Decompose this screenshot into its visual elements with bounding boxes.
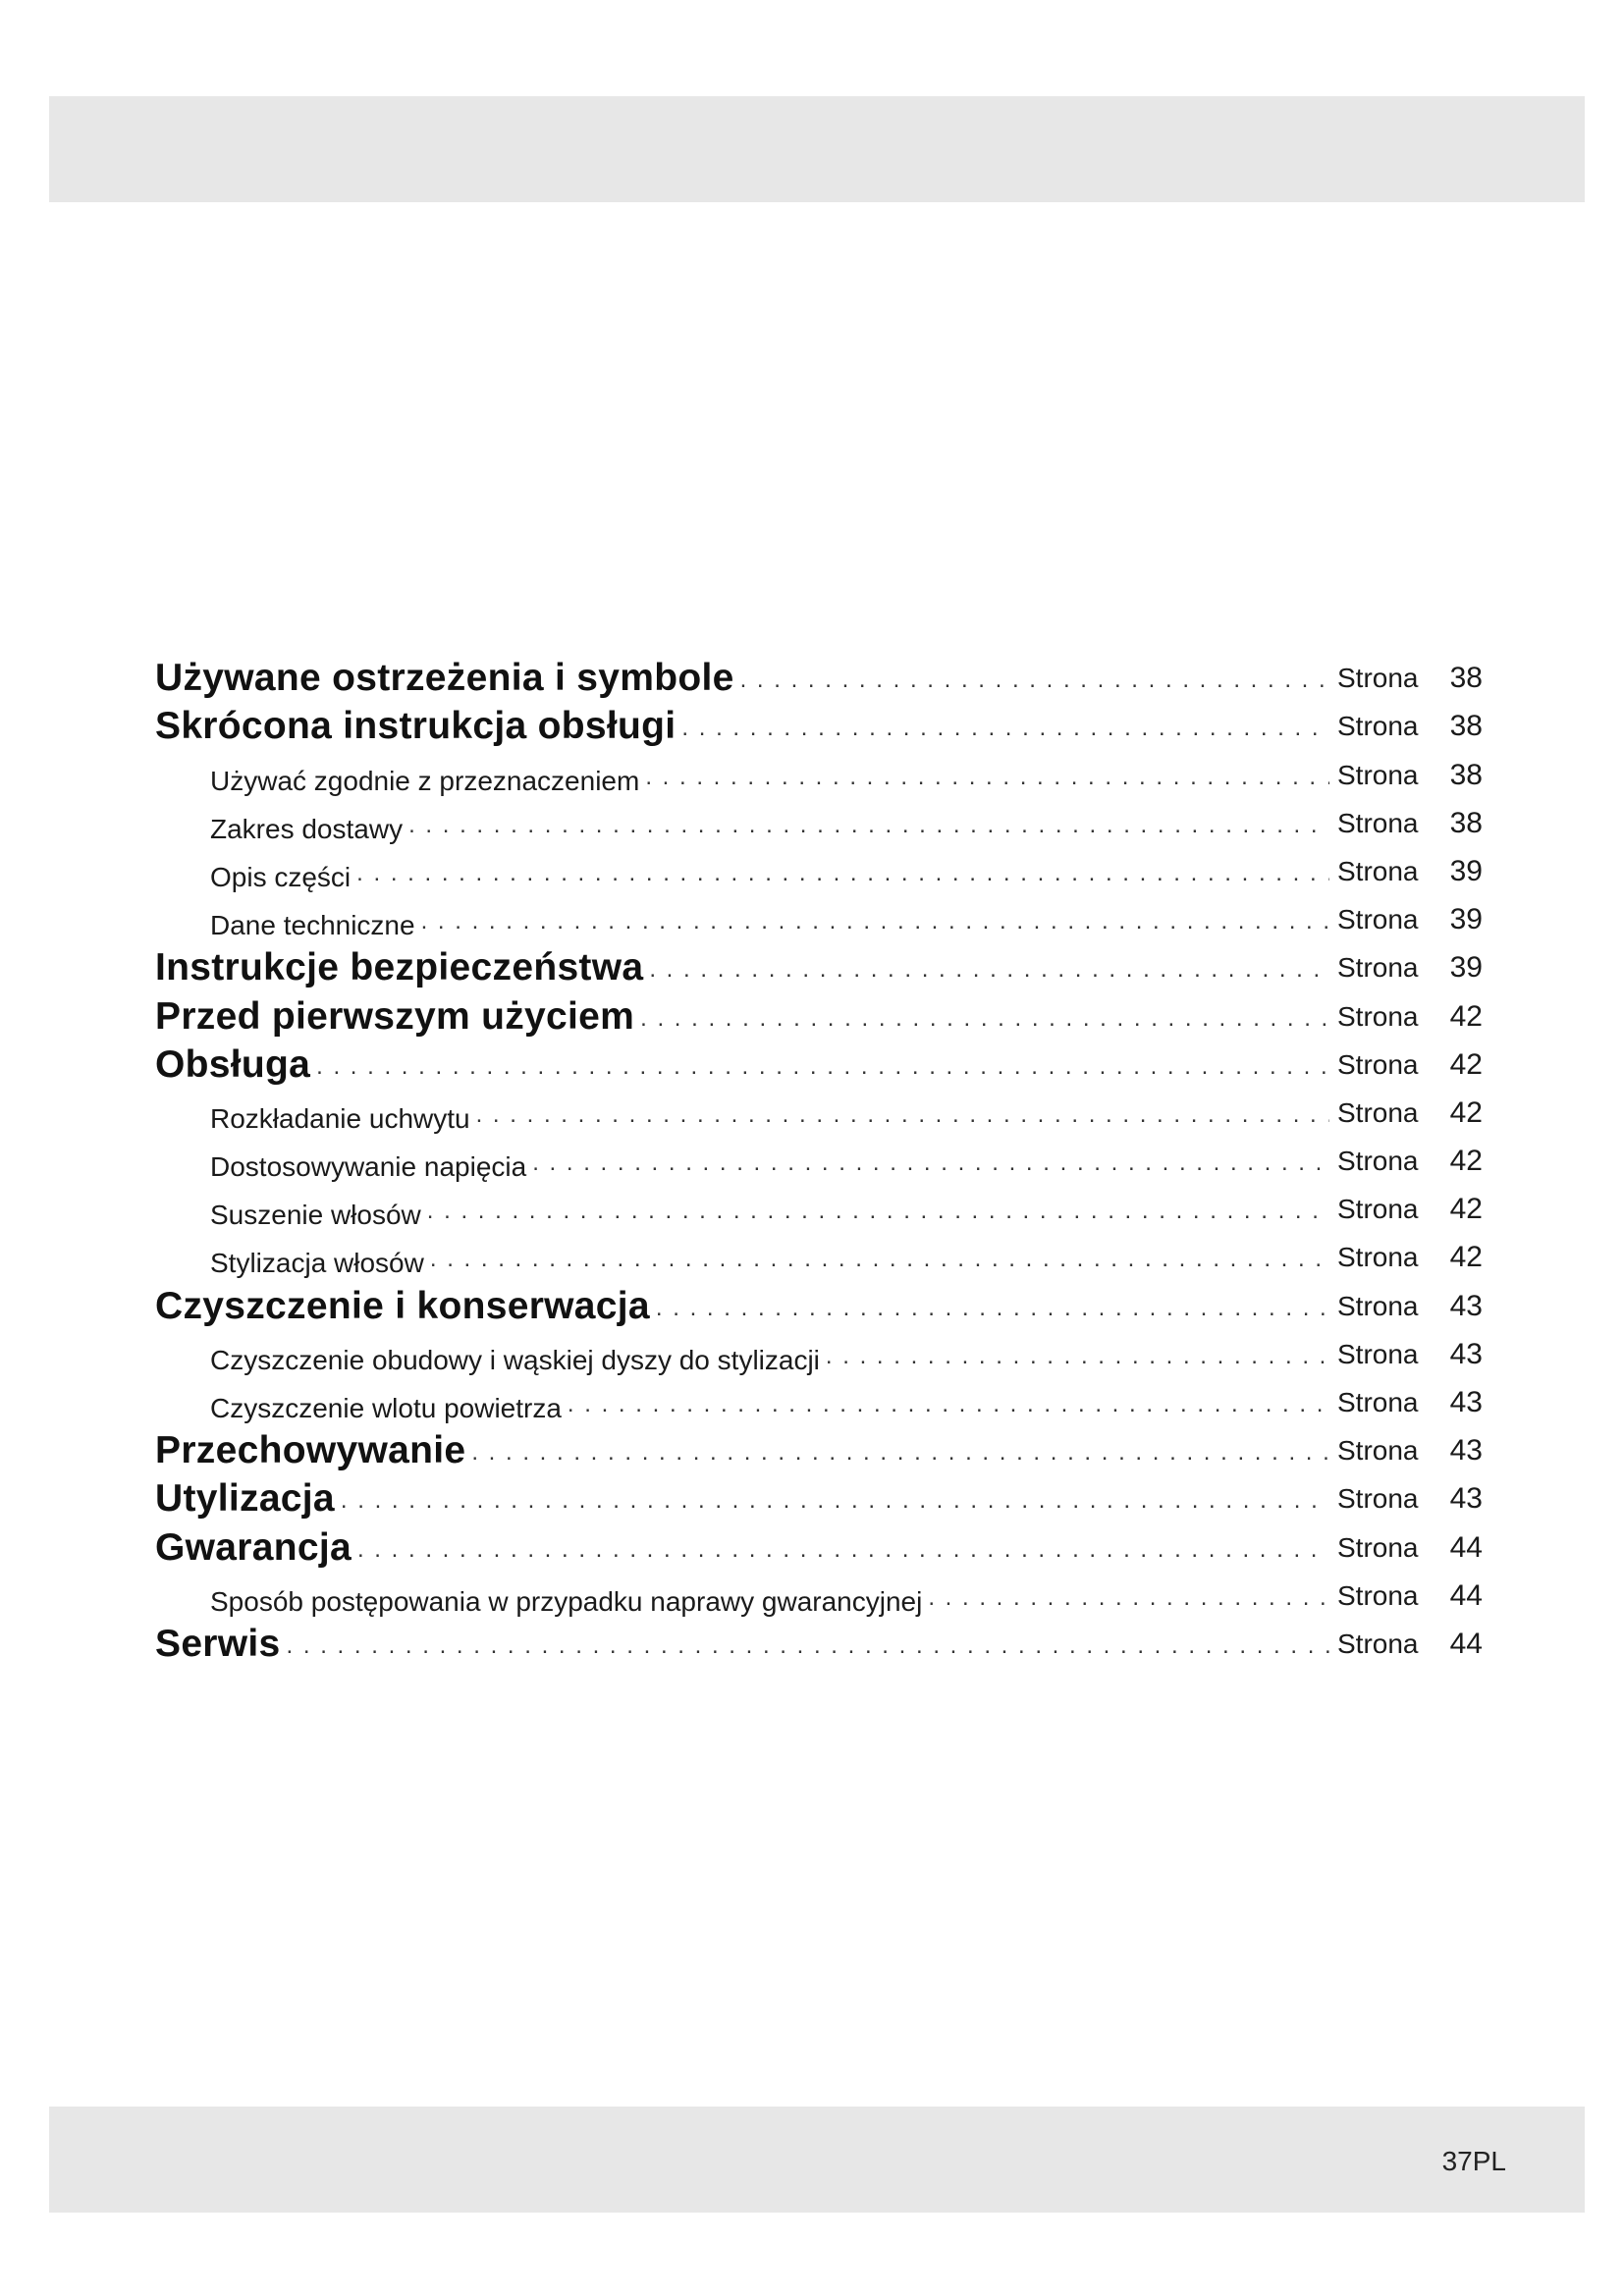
dot-leader bbox=[928, 1586, 1329, 1618]
dot-leader bbox=[430, 1248, 1329, 1279]
toc-entry-title: Dane techniczne bbox=[210, 910, 421, 941]
toc-entry-label: Strona bbox=[1337, 1000, 1419, 1032]
toc-entry-label: Strona bbox=[1337, 711, 1419, 742]
toc-entry-label: Strona bbox=[1337, 1579, 1419, 1611]
toc-entry-label: Strona bbox=[1337, 1048, 1419, 1080]
toc-entry-label: Strona bbox=[1337, 1483, 1419, 1515]
toc-entry-label: Strona bbox=[1337, 1194, 1419, 1225]
toc-section-entry bbox=[155, 989, 1483, 1038]
toc-entry-title: Rozkładanie uchwytu bbox=[210, 1103, 476, 1135]
toc-subsection-entry bbox=[155, 797, 1483, 845]
toc-entry-page: 43 bbox=[1449, 1434, 1483, 1468]
toc-entry-page: 44 bbox=[1449, 1627, 1483, 1660]
toc-section-entry bbox=[155, 1472, 1483, 1521]
dot-leader bbox=[357, 1538, 1329, 1570]
toc-entry-title: Przechowywanie bbox=[155, 1429, 471, 1472]
toc-section-entry bbox=[155, 1424, 1483, 1472]
toc-entry-page: 42 bbox=[1449, 1095, 1483, 1129]
toc-entry-page: 43 bbox=[1449, 1289, 1483, 1322]
toc-section-entry bbox=[155, 941, 1483, 989]
dot-leader bbox=[568, 1393, 1329, 1424]
dot-leader bbox=[681, 717, 1329, 748]
toc-entry-title: Serwis bbox=[155, 1623, 287, 1666]
toc-entry-label: Strona bbox=[1337, 759, 1419, 790]
toc-subsection-entry bbox=[155, 1328, 1483, 1376]
toc-entry-page: 43 bbox=[1449, 1386, 1483, 1418]
toc-entry-page: 39 bbox=[1449, 951, 1483, 985]
toc-entry-title: Opis części bbox=[210, 862, 356, 893]
toc-entry-label: Strona bbox=[1337, 904, 1419, 935]
toc-subsection-entry bbox=[155, 893, 1483, 941]
toc-entry-label: Strona bbox=[1337, 1290, 1419, 1321]
toc-entry-page: 44 bbox=[1449, 1578, 1483, 1612]
dot-leader bbox=[356, 862, 1329, 893]
toc-subsection-entry bbox=[155, 1570, 1483, 1618]
toc-entry-label: Strona bbox=[1337, 1096, 1419, 1128]
toc-entry-label: Strona bbox=[1337, 1242, 1419, 1273]
toc-entry-label: Strona bbox=[1337, 952, 1419, 984]
toc-entry-title: Suszenie włosów bbox=[210, 1200, 427, 1231]
toc-subsection-entry bbox=[155, 748, 1483, 796]
toc-subsection-entry bbox=[155, 845, 1483, 893]
toc-entry-page: 42 bbox=[1449, 1145, 1483, 1178]
dot-leader bbox=[740, 668, 1329, 700]
toc-entry-page: 42 bbox=[1449, 1241, 1483, 1274]
toc-entry-title: Sposób postępowania w przypadku naprawy gwarancyjnej bbox=[210, 1586, 928, 1618]
toc-entry-page: 42 bbox=[1449, 1193, 1483, 1226]
dot-leader bbox=[287, 1634, 1329, 1666]
dot-leader bbox=[471, 1441, 1329, 1472]
toc-entry-label: Strona bbox=[1337, 1338, 1419, 1369]
toc-entry-title: Czyszczenie i konserwacja bbox=[155, 1285, 656, 1328]
toc-entry-title: Skrócona instrukcja obsługi bbox=[155, 705, 681, 748]
dot-leader bbox=[408, 814, 1329, 845]
toc-subsection-entry bbox=[155, 1376, 1483, 1424]
toc-entry-page: 42 bbox=[1449, 999, 1483, 1033]
header-band bbox=[49, 96, 1585, 202]
toc-entry-title: Przed pierwszym użyciem bbox=[155, 995, 640, 1039]
toc-entry-label: Strona bbox=[1337, 807, 1419, 838]
dot-leader bbox=[640, 1007, 1329, 1039]
dot-leader bbox=[427, 1200, 1329, 1231]
toc-entry-page: 38 bbox=[1449, 662, 1483, 695]
toc-subsection-entry bbox=[155, 1231, 1483, 1279]
footer-band bbox=[49, 2107, 1585, 2213]
toc-entry-page: 42 bbox=[1449, 1047, 1483, 1081]
toc-entry-title: Używane ostrzeżenia i symbole bbox=[155, 657, 740, 700]
toc-entry-page: 38 bbox=[1449, 806, 1483, 839]
toc-entry-title: Czyszczenie obudowy i wąskiej dyszy do stylizacji bbox=[210, 1345, 826, 1376]
toc-entry-title: Gwarancja bbox=[155, 1526, 357, 1570]
toc-entry-title: Utylizacja bbox=[155, 1477, 341, 1521]
dot-leader bbox=[826, 1345, 1329, 1376]
toc-subsection-entry bbox=[155, 1183, 1483, 1231]
toc-entry-label: Strona bbox=[1337, 1387, 1419, 1417]
dot-leader bbox=[649, 958, 1329, 989]
toc-entry-title: Stylizacja włosów bbox=[210, 1248, 430, 1279]
toc-section-entry bbox=[155, 1039, 1483, 1087]
toc-entry-page: 43 bbox=[1449, 1482, 1483, 1516]
toc-entry-page: 38 bbox=[1449, 710, 1483, 743]
toc-entry-label: Strona bbox=[1337, 663, 1419, 694]
toc-entry-title: Obsługa bbox=[155, 1043, 316, 1087]
toc-entry-title: Używać zgodnie z przeznaczeniem bbox=[210, 766, 645, 797]
toc-entry-title: Zakres dostawy bbox=[210, 814, 408, 845]
toc-section-entry bbox=[155, 652, 1483, 700]
toc-entry-page: 39 bbox=[1449, 903, 1483, 936]
table-of-contents bbox=[155, 652, 1483, 1666]
toc-entry-label: Strona bbox=[1337, 1435, 1419, 1467]
toc-entry-label: Strona bbox=[1337, 1531, 1419, 1563]
dot-leader bbox=[476, 1103, 1329, 1135]
toc-entry-page: 38 bbox=[1449, 758, 1483, 791]
toc-entry-title: Instrukcje bezpieczeństwa bbox=[155, 946, 649, 989]
toc-subsection-entry bbox=[155, 1135, 1483, 1183]
page-number: 37PL bbox=[1441, 2146, 1506, 2176]
toc-entry-label: Strona bbox=[1337, 1146, 1419, 1177]
dot-leader bbox=[341, 1489, 1329, 1521]
dot-leader bbox=[645, 766, 1329, 797]
toc-section-entry bbox=[155, 1279, 1483, 1327]
toc-entry-label: Strona bbox=[1337, 1628, 1419, 1659]
dot-leader bbox=[316, 1055, 1329, 1087]
toc-entry-page: 39 bbox=[1449, 854, 1483, 887]
toc-subsection-entry bbox=[155, 1087, 1483, 1135]
toc-entry-label: Strona bbox=[1337, 855, 1419, 886]
toc-entry-title: Dostosowywanie napięcia bbox=[210, 1151, 532, 1183]
dot-leader bbox=[656, 1297, 1329, 1328]
toc-entry-title: Czyszczenie wlotu powietrza bbox=[210, 1393, 568, 1424]
toc-section-entry bbox=[155, 700, 1483, 748]
toc-section-entry bbox=[155, 1618, 1483, 1666]
dot-leader bbox=[421, 910, 1329, 941]
toc-entry-page: 43 bbox=[1449, 1337, 1483, 1370]
toc-entry-page: 44 bbox=[1449, 1530, 1483, 1564]
toc-section-entry bbox=[155, 1521, 1483, 1569]
dot-leader bbox=[532, 1151, 1329, 1183]
